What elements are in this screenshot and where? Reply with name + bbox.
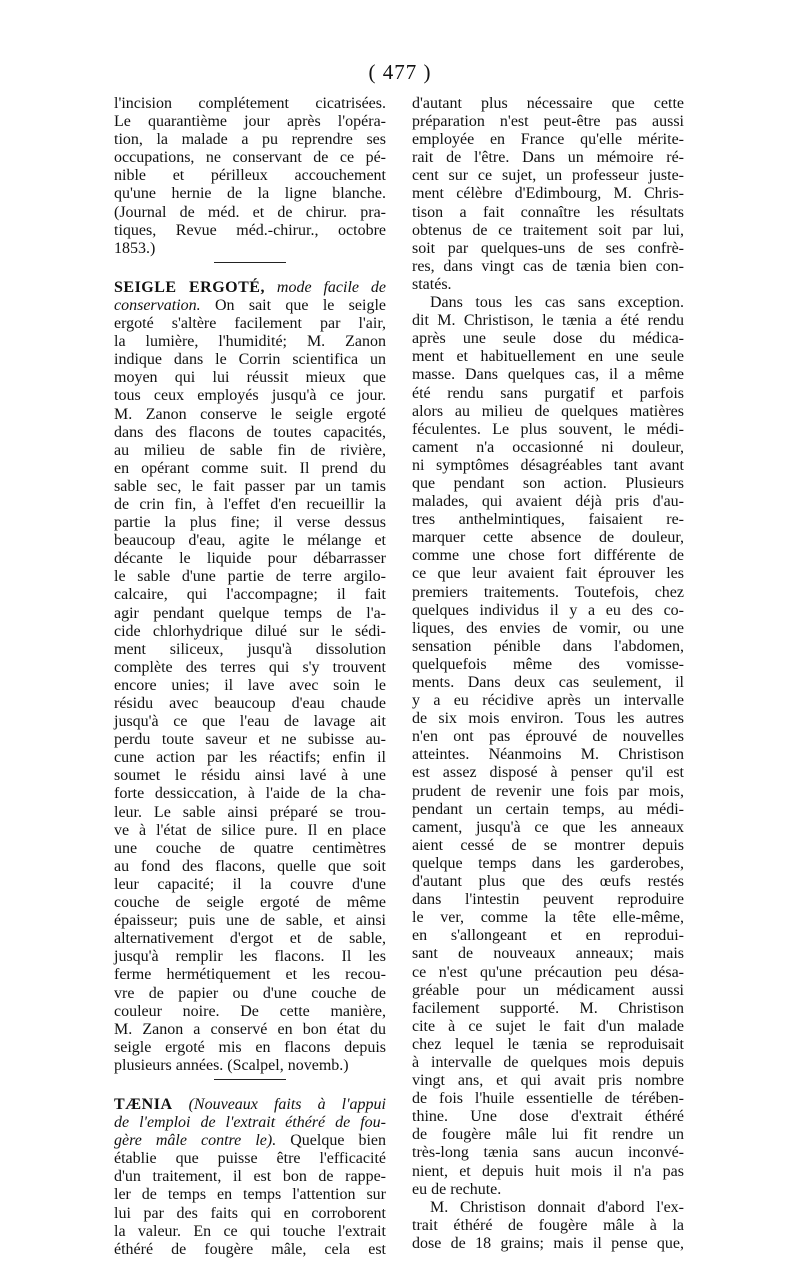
text-line: agir pendant quelque temps de l'a-	[114, 604, 386, 622]
text-line: indique dans le Corrin scientifica un	[114, 351, 386, 369]
article-heading: TÆNIA	[114, 1095, 173, 1113]
text-line: en opérant comme suit. Il prend du	[114, 459, 386, 477]
text-line: aient cessé de se montrer depuis	[412, 836, 684, 854]
text-line: est assez disposé à penser qu'il est	[412, 764, 684, 782]
text-line: cite à ce sujet le fait d'un malade	[412, 1017, 684, 1035]
text-line: prudent de revenir une fois par mois,	[412, 782, 684, 800]
text-line: résidu avec beaucoup d'eau chaude	[114, 695, 386, 712]
text-line: une couche de quatre centimètres	[114, 839, 386, 857]
text-line: perdu toute saveur et ne subisse au-	[114, 731, 386, 749]
text-line: alors au milieu de quelques matières	[412, 402, 684, 420]
text-line: au milieu de sable fin de rivière,	[114, 441, 386, 459]
text-line: couleur noire. De cette manière,	[114, 1002, 386, 1020]
text-line: chez lequel le tænia se reproduisait	[412, 1035, 684, 1053]
text-line: de six mois environ. Tous les autres	[412, 710, 684, 728]
text-line: calcaire, qui l'accompagne; il fait	[114, 586, 386, 604]
text-line: dans l'intestin peuvent reproduire	[412, 891, 684, 909]
text-line: complète des terres qui s'y trouvent	[114, 658, 386, 676]
text-line: ce que leur avaient fait éprouver les	[412, 565, 684, 583]
text-line: ment célèbre d'Edimbourg, M. Chris-	[412, 185, 684, 203]
text-line: d'autant plus nécessaire que cette	[412, 95, 684, 112]
text-line: marquer cette absence de douleur,	[412, 529, 684, 547]
text-line: couche de seigle ergoté de même	[114, 894, 386, 912]
article-heading: SEIGLE ERGOTÉ,	[114, 278, 265, 296]
text-line: premiers traitements. Toutefois, chez	[412, 583, 684, 601]
text-line: féculentes. Le plus souvent, le médi-	[412, 420, 684, 438]
text-line: d'un traitement, il est bon de rappe-	[114, 1168, 386, 1186]
right-column	[412, 95, 684, 1253]
paragraph	[412, 1199, 684, 1253]
text-line: établie que puisse être l'efficacité	[114, 1150, 386, 1168]
text-line: liques, des envies de vomir, ou une	[412, 619, 684, 637]
text-line: dit M. Christison, le tænia a été rendu	[412, 312, 684, 330]
text-line: trait éthéré de fougère mâle à la	[412, 1216, 684, 1234]
text-line: occupations, ne conservant de ce pé-	[114, 149, 386, 167]
text-line: ment et habituellement en une seule	[412, 348, 684, 366]
text-line: très-long tænia sans aucun inconvé-	[412, 1144, 684, 1162]
text-line: y a eu récidive après un intervalle	[412, 692, 684, 710]
paragraph	[412, 95, 684, 294]
text-line: quelques individus il y a eu des co-	[412, 601, 684, 619]
text-line: la valeur. En ce qui touche l'extrait	[114, 1222, 386, 1240]
text-line: ergoté s'altère facilement par l'air,	[114, 315, 386, 333]
text-line: comme une chose fort différente de	[412, 547, 684, 565]
text-line: M. Christison donnait d'abord l'ex-	[430, 1198, 684, 1216]
text-line: soit par quelques-uns de ses confrè-	[412, 239, 684, 257]
text-line: ment siliceux, jusqu'à dissolution	[114, 640, 386, 658]
text-line: été rendu sans purgatif et parfois	[412, 384, 684, 402]
text-line: tres anthelmintiques, faisaient re-	[412, 511, 684, 529]
text-line: moyen qui lui réussit mieux que	[114, 369, 386, 387]
text-line: éthéré de fougère mâle, cela est	[114, 1240, 386, 1258]
text-line: qu'une hernie de la ligne blanche.	[114, 185, 386, 203]
text-line: cide chlorhydrique dilué sur le sédi-	[114, 622, 386, 640]
text-line: de fougère mâle lui fit rendre un	[412, 1126, 684, 1144]
text-line: masse. Dans quelques cas, il a même	[412, 366, 684, 384]
left-column	[114, 95, 386, 1259]
text-line: leur capacité; il la couvre d'une	[114, 875, 386, 893]
text-line: soumet le résidu ainsi lavé à une	[114, 767, 386, 785]
text-line: au fond des flacons, quelle que soit	[114, 857, 386, 875]
text-line: de crin fin, à l'effet d'en recueillir la	[114, 495, 386, 513]
text-line: sant de nouveaux anneaux; mais	[412, 945, 684, 963]
text-line: employée en France qu'elle mérite-	[412, 131, 684, 149]
article-seigle-ergote	[114, 279, 386, 1075]
text-line: d'autant plus que des œufs restés	[412, 873, 684, 891]
text-line: après une seule dose du médica-	[412, 330, 684, 348]
text-line: que pendant son action. Plusieurs	[412, 474, 684, 492]
text-line: beaucoup d'eau, agite le mélange et	[114, 532, 386, 550]
text-line: en s'allongeant et en reprodui-	[412, 927, 684, 945]
article-subtitle: mode facile de conservation.	[114, 278, 387, 314]
text-line: M. Zanon a conservé en bon état du	[114, 1020, 386, 1038]
text-line: (Journal de méd. et de chirur. pra-	[114, 203, 386, 221]
text-line: à intervalle de quelques mois depuis	[412, 1053, 684, 1071]
text-line: pendant un certain temps, au médi-	[412, 800, 684, 818]
text-line: rait de l'être. Dans un mémoire ré-	[412, 149, 684, 167]
text-line: M. Zanon conserve le seigle ergoté	[114, 405, 386, 423]
text-line: décante le liquide pour débarrasser	[114, 550, 386, 568]
text-line: cent sur ce sujet, un professeur juste-	[412, 167, 684, 185]
text-line: ments. Dans deux cas seulement, il	[412, 674, 684, 691]
text-line: ce n'est qu'une précaution peu désa-	[412, 963, 684, 981]
text-line: vingt ans, et qui avait pris nombre	[412, 1072, 684, 1090]
text-line: thine. Une dose d'extrait éthéré	[412, 1108, 684, 1126]
text-line: tion, la malade a pu reprendre ses	[114, 131, 386, 149]
article-subtitle: gère mâle contre le).	[114, 1132, 277, 1150]
text-line: atteintes. Néanmoins M. Christison	[412, 746, 684, 764]
article-subtitle: de l'emploi de l'extrait éthéré de fou-	[114, 1114, 386, 1132]
text-line: alternativement d'ergot et de sable,	[114, 930, 386, 948]
text-line: quelquefois même des vomisse-	[412, 655, 684, 673]
paragraph-end-of-previous-article	[114, 95, 386, 258]
text-line: nible et périlleux accouchement	[114, 167, 386, 185]
text-line: facilement supporté. M. Christison	[412, 999, 684, 1017]
article-taenia	[114, 1096, 386, 1259]
text-line: sable sec, le fait passer par un tamis	[114, 477, 386, 495]
text-line: dose de 18 grains; mais il pense que,	[412, 1234, 684, 1252]
text-line: quelque temps dans les garderobes,	[412, 854, 684, 872]
text-line: leur. Le sable ainsi préparé se trou-	[114, 803, 386, 821]
text-line: cament, jusqu'à ce que les anneaux	[412, 818, 684, 836]
text-line: dans des flacons de toutes capacités,	[114, 423, 386, 441]
text-line: eu de rechute.	[412, 1180, 502, 1198]
text-line: préparation n'est peut-être pas aussi	[412, 113, 684, 131]
text-line: sensation pénible dans l'abdomen,	[412, 637, 684, 655]
text-line: res, dans vingt cas de tænia bien con-	[412, 257, 684, 275]
text-line: tison a fait connaître les résultats	[412, 203, 684, 221]
text-line: 1853.)	[114, 239, 156, 257]
text-line: l'incision complétement cicatrisées.	[114, 95, 386, 112]
text-line: tiques, Revue méd.-chirur., octobre	[114, 221, 386, 239]
text-line: plusieurs années. (Scalpel, novemb.)	[114, 1056, 349, 1074]
text-line: le sable d'une partie de terre argilo-	[114, 568, 386, 586]
text-line: de fois l'huile essentielle de térében-	[412, 1090, 684, 1108]
text-line: statés.	[412, 275, 452, 293]
text-line: lui par des faits qui en corroborent	[114, 1204, 386, 1222]
text-line: la lumière, l'humidité; M. Zanon	[114, 333, 386, 351]
text-line: forte dessiccation, à l'aide de la cha-	[114, 785, 386, 803]
text-line: ler de temps en temps l'attention sur	[114, 1186, 386, 1204]
text-line: ni symptômes désagréables tant avant	[412, 456, 684, 474]
text-line: tous ceux employés jusqu'à ce jour.	[114, 387, 386, 405]
text-line: ferme hermétiquement et les recou-	[114, 966, 386, 984]
text-line: vre de papier ou d'une couche de	[114, 984, 386, 1002]
text-line: n'en ont pas éprouvé de nouvelles	[412, 728, 684, 746]
article-subtitle: (Nouveaux faits à l'appui	[188, 1095, 386, 1113]
text-line: Le quarantième jour après l'opéra-	[114, 113, 386, 131]
text-line: nient, et depuis huit mois il n'a pas	[412, 1162, 684, 1180]
text-line: seigle ergoté mis en flacons depuis	[114, 1038, 386, 1056]
page-number: ( 477 )	[368, 60, 432, 84]
text-line: encore unies; il lave avec soin le	[114, 676, 386, 694]
text-line: malades, qui avaient déjà pris d'au-	[412, 493, 684, 511]
text-line: Dans tous les cas sans exception.	[430, 294, 684, 312]
text-line: gréable pour un médicament aussi	[412, 981, 684, 999]
text-line: partie la plus fine; il verse dessus	[114, 514, 386, 532]
text-line: ve à l'état de silice pure. Il en place	[114, 821, 386, 839]
text-line: épaisseur; puis une de sable, et ainsi	[114, 912, 386, 930]
text-line: Quelque bien	[290, 1132, 386, 1150]
text-line: On sait que le seigle	[214, 296, 387, 314]
text-line: obtenus de ce traitement soit par lui,	[412, 221, 684, 239]
text-line: cament n'a occasionné ni douleur,	[412, 438, 684, 456]
paragraph	[412, 294, 684, 1199]
text-line: jusqu'à remplir les flacons. Il les	[114, 948, 386, 966]
text-line: cune action par les réactifs; enfin il	[114, 749, 386, 767]
text-line: le ver, comme la tête elle-même,	[412, 909, 684, 927]
text-line: jusqu'à ce que l'eau de lavage ait	[114, 713, 386, 731]
